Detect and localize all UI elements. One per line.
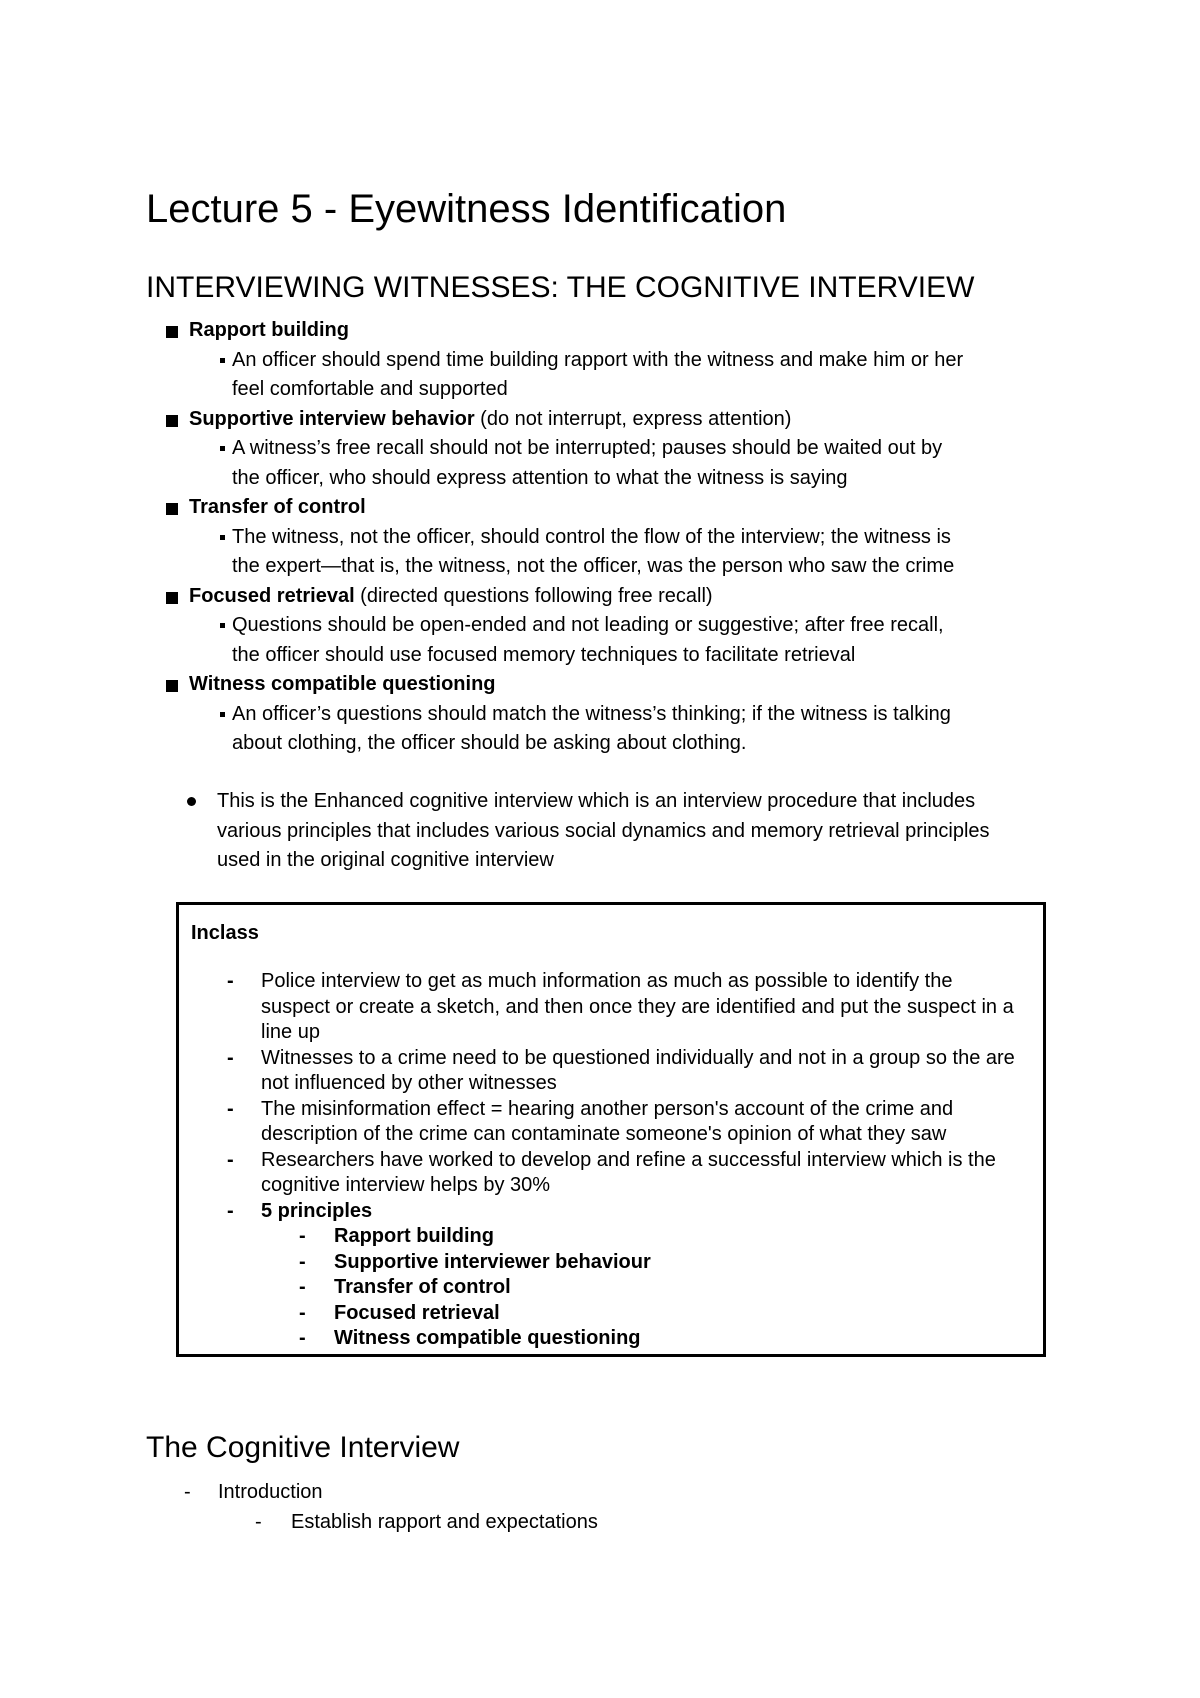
square-bullet-icon xyxy=(166,503,178,515)
inclass-item-text: Police interview to get as much information as much as possible to identify the suspect or create a sketch, and then once they are identified and put the suspect in a line up xyxy=(261,970,1014,1043)
dash-bullet: - xyxy=(299,1250,306,1273)
cognitive-interview-heading: The Cognitive Interview xyxy=(146,1431,460,1464)
dash-bullet: - xyxy=(299,1301,306,1324)
principle-description-line: A witness’s free recall should not be interrupted; pauses should be waited out by xyxy=(232,437,943,459)
round-bullet-icon xyxy=(187,797,196,806)
principle-item xyxy=(0,493,1200,523)
principle-description-line: about clothing, the officer should be asking about clothing. xyxy=(232,732,747,754)
inclass-principle: Rapport building xyxy=(334,1225,494,1247)
inclass-item xyxy=(179,1097,1021,1148)
dash-bullet: - xyxy=(227,1097,234,1120)
dash-bullet: - xyxy=(227,1046,234,1069)
dash-bullet: - xyxy=(184,1481,191,1503)
inclass-list xyxy=(179,969,1049,1352)
principle-description xyxy=(0,434,1072,493)
cognitive-interview-sub-item xyxy=(0,1508,1200,1538)
principle-description xyxy=(0,700,1072,759)
inclass-item xyxy=(179,1148,1021,1199)
principle-name: Witness compatible questioning xyxy=(189,673,496,695)
inclass-item-text: The misinformation effect = hearing another person's account of the crime and description of the crime can contaminate someone's opinion of what they saw xyxy=(261,1097,954,1145)
principle-suffix: (do not interrupt, express attention) xyxy=(474,407,792,430)
principle-item xyxy=(0,670,1200,700)
page-title: Lecture 5 - Eyewitness Identification xyxy=(146,187,787,231)
cognitive-interview-item xyxy=(0,1478,1200,1508)
inclass-item xyxy=(179,1046,1021,1097)
enhanced-note-text: This is the Enhanced cognitive interview which is an interview procedure that includes various principles that includes various social dynamics and memory retrieval principles used in the original cognitive interview xyxy=(217,790,990,871)
small-square-bullet-icon xyxy=(220,446,225,451)
principle-name: Transfer of control xyxy=(189,496,366,518)
cognitive-interview-list xyxy=(0,1478,1200,1537)
dash-bullet: - xyxy=(299,1327,306,1349)
principle-description-line: feel comfortable and supported xyxy=(232,378,508,400)
principle-description xyxy=(0,523,1072,582)
principles-label: 5 principles xyxy=(261,1199,373,1222)
cognitive-interview-item-text: Introduction xyxy=(218,1481,323,1503)
enhanced-interview-note xyxy=(217,787,1037,876)
principle-name: Supportive interview behavior xyxy=(189,407,475,430)
small-square-bullet-icon xyxy=(220,535,225,540)
principle-name: Focused retrieval xyxy=(189,584,355,607)
inclass-item xyxy=(179,969,1021,1046)
principle-name: Rapport building xyxy=(189,319,349,341)
principle-description-line: the officer should use focused memory techniques to facilitate retrieval xyxy=(232,643,856,666)
inclass-item xyxy=(179,1199,1021,1225)
square-bullet-icon xyxy=(166,680,178,692)
dash-bullet: - xyxy=(227,970,234,992)
dash-bullet: - xyxy=(227,1148,234,1171)
inclass-principle: Witness compatible questioning xyxy=(334,1327,641,1349)
dash-bullet: - xyxy=(299,1276,306,1298)
inclass-sub-item xyxy=(179,1224,1049,1250)
inclass-sub-item xyxy=(179,1326,1049,1352)
principle-description-line: the expert—that is, the witness, not the officer, was the person who saw the crime xyxy=(232,555,955,577)
section-heading: INTERVIEWING WITNESSES: THE COGNITIVE INTERVIEW xyxy=(146,271,975,304)
inclass-principle: Focused retrieval xyxy=(334,1301,500,1324)
dash-bullet: - xyxy=(227,1199,234,1222)
inclass-title: Inclass xyxy=(191,922,259,944)
principle-description xyxy=(0,346,1072,405)
inclass-principle: Supportive interviewer behaviour xyxy=(334,1250,651,1273)
square-bullet-icon xyxy=(166,326,178,338)
inclass-item-text: Witnesses to a crime need to be questioned individually and not in a group so the are not influenced by other witnesses xyxy=(261,1046,1015,1094)
principle-description-line: The witness, not the officer, should control the flow of the interview; the witness is xyxy=(232,525,951,548)
square-bullet-icon xyxy=(166,592,178,604)
inclass-principle: Transfer of control xyxy=(334,1276,511,1298)
cognitive-interview-sub-item-text: Establish rapport and expectations xyxy=(291,1510,598,1533)
inclass-box xyxy=(176,902,1046,1357)
principle-item xyxy=(0,405,1200,435)
small-square-bullet-icon xyxy=(220,712,225,717)
principle-suffix: (directed questions following free recall) xyxy=(354,584,713,607)
dash-bullet: - xyxy=(255,1510,262,1533)
inclass-sub-item xyxy=(179,1250,1049,1276)
principle-item xyxy=(0,582,1200,612)
small-square-bullet-icon xyxy=(220,358,225,363)
principle-description-line: An officer’s questions should match the witness’s thinking; if the witness is talking xyxy=(232,702,951,725)
small-square-bullet-icon xyxy=(220,623,225,628)
principle-description xyxy=(0,611,1072,670)
square-bullet-icon xyxy=(166,415,178,427)
dash-bullet: - xyxy=(299,1225,306,1247)
principle-description-line: the officer, who should express attention to what the witness is saying xyxy=(232,466,848,489)
inclass-sub-item xyxy=(179,1275,1049,1301)
principle-description-line: An officer should spend time building rapport with the witness and make him or her xyxy=(232,348,964,371)
inclass-item-text: Researchers have worked to develop and refine a successful interview which is the cognitive interview helps by 30% xyxy=(261,1148,996,1196)
principle-item xyxy=(0,316,1200,346)
principles-list xyxy=(0,316,1200,759)
inclass-sub-item xyxy=(179,1301,1049,1327)
principle-description-line: Questions should be open-ended and not leading or suggestive; after free recall, xyxy=(232,614,944,636)
